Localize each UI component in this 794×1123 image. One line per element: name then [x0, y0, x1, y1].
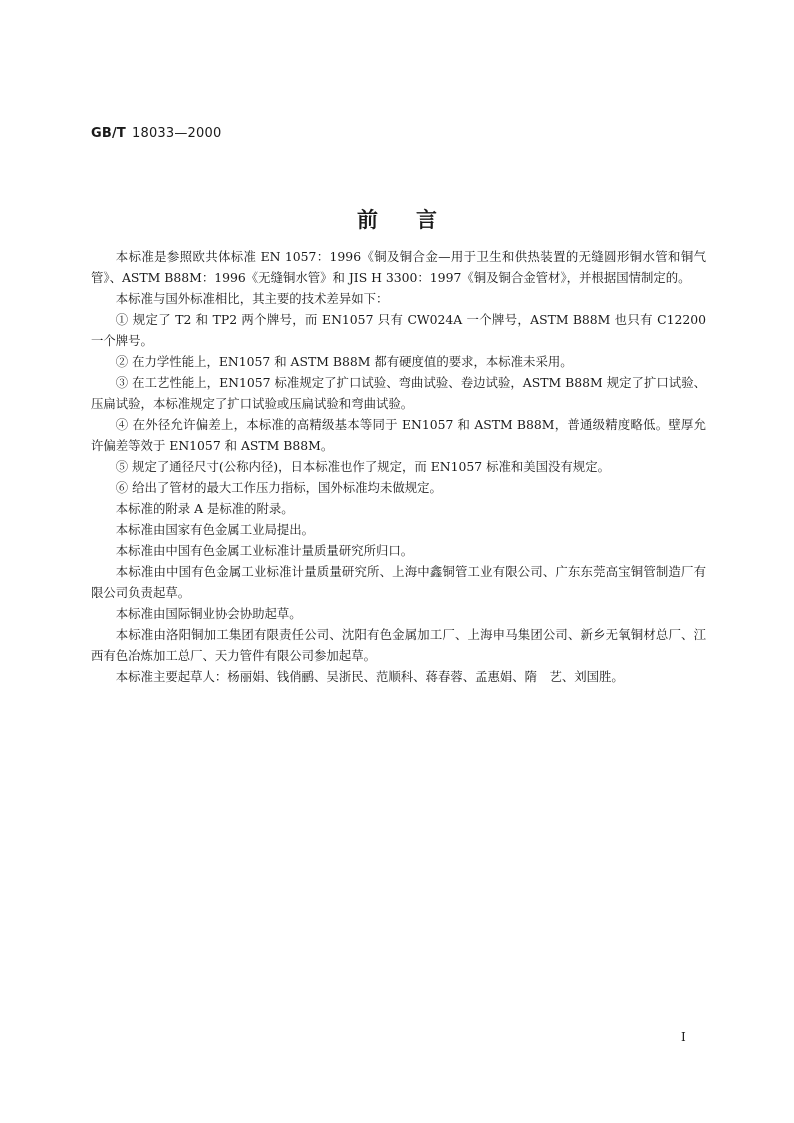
paragraph-assistance: 本标准由国际铜业协会协助起草。: [115, 606, 302, 621]
paragraph-difference-6: ⑥ 给出了管材的最大工作压力指标，国外标准均未做规定。: [115, 480, 442, 495]
paragraph-difference-1: ① 规定了 T2 和 TP2 两个牌号，而 EN1057 只有 CW024A 一个牌号，ASTM B88M 也只有 C12200 一个牌号。: [91, 312, 706, 348]
paragraph-participants: 本标准由洛阳铜加工集团有限责任公司、沈阳有色金属加工厂、上海申马集团公司、新乡无氧铜材总厂、江西有色冶炼加工总厂、天力管件有限公司参加起草。: [91, 627, 706, 663]
foreword-body: [91, 246, 706, 687]
paragraph-proposer: 本标准由国家有色金属工业局提出。: [115, 522, 315, 537]
paragraph-difference-3: ③ 在工艺性能上，EN1057 标准规定了扩口试验、弯曲试验、卷边试验，ASTM B88M 规定了扩口试验、压扁试验，本标准规定了扩口试验或压扁试验和弯曲试验。: [91, 375, 706, 411]
page-header: [91, 126, 221, 141]
paragraph-reference-standards: 本标准是参照欧共体标准 EN 1057：1996《铜及铜合金—用于卫生和供热装置的无缝圆形铜水管和铜气管》、ASTM B88M：1996《无缝铜水管》和 JIS H 3300：1997《铜及铜合金管材》，并根据国情制定的。: [91, 249, 706, 285]
paragraph-difference-5: ⑤ 规定了通径尺寸(公称内径)，日本标准也作了规定，而 EN1057 标准和美国没有规定。: [115, 459, 610, 474]
page-number: I: [681, 1030, 686, 1044]
paragraph-difference-2: ② 在力学性能上，EN1057 和 ASTM B88M 都有硬度值的要求，本标准未采用。: [115, 354, 573, 369]
paragraph-appendix: 本标准的附录 A 是标准的附录。: [115, 501, 294, 516]
page-title: 前言: [357, 208, 475, 232]
paragraph-difference-4: ④ 在外径允许偏差上，本标准的高精级基本等同于 EN1057 和 ASTM B88M，普通级精度略低。壁厚允许偏差等效于 EN1057 和 ASTM B88M。: [91, 417, 706, 453]
paragraph-administrator: 本标准由中国有色金属工业标准计量质量研究所归口。: [115, 543, 414, 558]
standard-number: 18033—2000: [132, 126, 222, 141]
standard-code: GB/T: [91, 126, 126, 141]
paragraph-differences-intro: 本标准与国外标准相比，其主要的技术差异如下：: [115, 291, 389, 306]
paragraph-drafters-main: 本标准由中国有色金属工业标准计量质量研究所、上海中鑫铜管工业有限公司、广东东莞高宝铜管制造厂有限公司负责起草。: [91, 564, 706, 600]
paragraph-main-drafters: 本标准主要起草人：杨丽娟、钱俏鹂、吴浙民、范顺科、蒋春蓉、孟惠娟、隋 艺、刘国胜。: [115, 669, 624, 684]
